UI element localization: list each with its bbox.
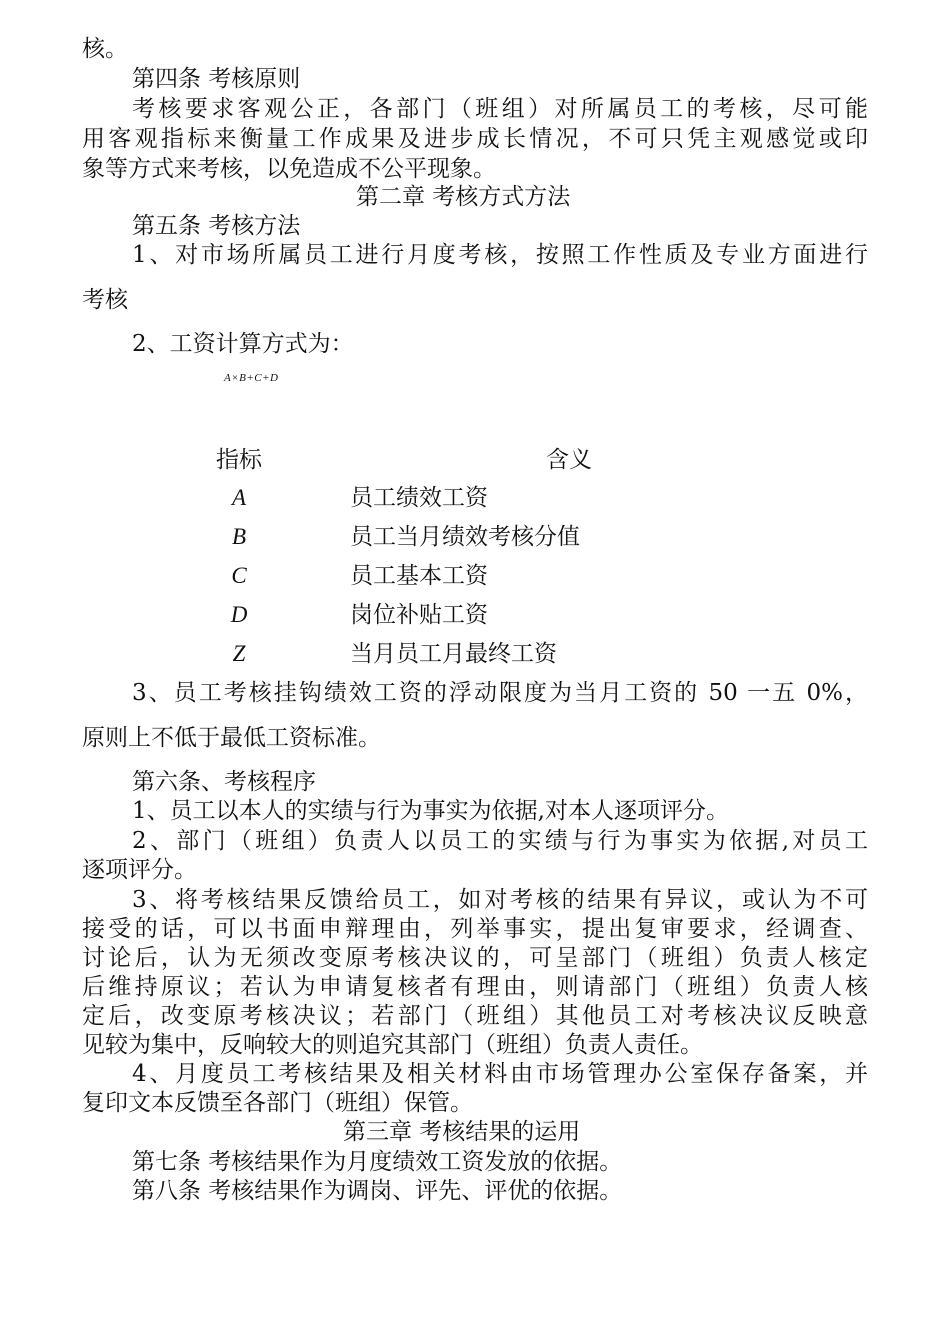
table-meaning-a: 员工绩效工资 — [350, 485, 488, 511]
text-line: 象等方式来考核，以免造成不公平现象。 — [82, 156, 496, 182]
text-line: 2、部门（班组）负责人以员工的实绩与行为事实为依据,对员工 — [132, 828, 868, 854]
text-line: 核。 — [82, 36, 128, 62]
text-line: 3、将考核结果反馈给员工，如对考核的结果有异议，或认为不可 — [132, 887, 868, 913]
text-line: 4、月度员工考核结果及相关材料由市场管理办公室保存备案，并 — [132, 1061, 868, 1087]
chapter-3-heading: 第三章 考核结果的运用 — [343, 1119, 581, 1145]
text-line: 复印文本反馈至各部门（班组）保管。 — [82, 1090, 473, 1116]
text-line: 见较为集中，反响较大的则追究其部门（班组）负责人责任。 — [82, 1032, 703, 1058]
text-line: 讨论后，认为无须改变原考核决议的，可呈部门（班组）负责人核定 — [82, 945, 868, 971]
text-line: 后维持原议；若认为申请复核者有理由，则请部门（班组）负责人核 — [82, 974, 868, 1000]
text-line: 接受的话，可以书面申辩理由，列举事实，提出复审要求，经调查、 — [82, 916, 868, 942]
text-line: 1、员工以本人的实绩与行为事实为依据,对本人逐项评分。 — [132, 798, 729, 824]
table-var-z: Z — [232, 641, 246, 666]
text-line: 1、对市场所属员工进行月度考核，按照工作性质及专业方面进行 — [132, 242, 868, 268]
text-line: 原则上不低于最低工资标准。 — [82, 725, 381, 751]
text-line: 考核要求客观公正，各部门（班组）对所属员工的考核，尽可能 — [132, 96, 868, 122]
table-var-d: D — [230, 602, 248, 627]
text-line: 逐项评分。 — [82, 857, 197, 883]
text-line: 考核 — [82, 287, 128, 313]
salary-formula: A×B+C+D — [224, 372, 279, 384]
table-meaning-z: 当月员工月最终工资 — [350, 641, 557, 667]
table-var-c: C — [231, 563, 247, 588]
table-meaning-b: 员工当月绩效考核分值 — [350, 524, 580, 550]
table-meaning-d: 岗位补贴工资 — [350, 602, 488, 628]
article-5-heading: 第五条 考核方法 — [132, 213, 301, 239]
text-line: 3、员工考核挂钩绩效工资的浮动限度为当月工资的 50 一五 0%， — [132, 680, 868, 706]
text-line: 用客观指标来衡量工作成果及进步成长情况，不可只凭主观感觉或印 — [82, 126, 868, 152]
table-header-indicator: 指标 — [216, 447, 262, 473]
table-var-b: B — [231, 524, 247, 549]
text-line: 定后，改变原考核决议；若部门（班组）其他员工对考核决议反映意 — [82, 1003, 868, 1029]
article-8-text: 第八条 考核结果作为调岗、评先、评优的依据。 — [132, 1178, 623, 1204]
article-7-text: 第七条 考核结果作为月度绩效工资发放的依据。 — [132, 1149, 623, 1175]
article-6-heading: 第六条、考核程序 — [132, 769, 316, 795]
table-var-a: A — [231, 485, 247, 510]
chapter-2-heading: 第二章 考核方式方法 — [356, 184, 571, 210]
table-meaning-c: 员工基本工资 — [350, 563, 488, 589]
article-4-heading: 第四条 考核原则 — [132, 66, 301, 92]
text-line: 2、工资计算方式为： — [132, 331, 354, 357]
table-header-meaning: 含义 — [546, 447, 592, 473]
